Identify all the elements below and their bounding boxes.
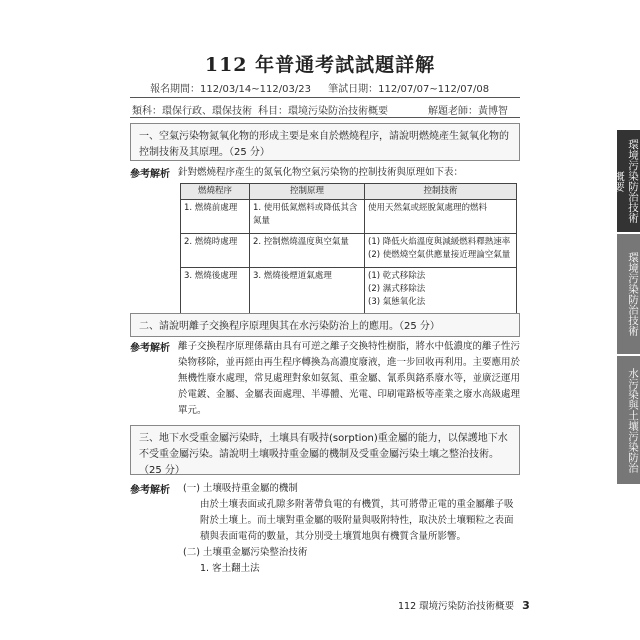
answer-2-label: 參考解析: [130, 343, 170, 354]
question-3-box: [130, 425, 520, 475]
meta-divider: [130, 117, 520, 118]
footer-text: 112 環境污染防治技術概要: [398, 601, 515, 612]
table-cell: (1) 乾式移除法 (2) 濕式移除法 (3) 氣態氧化法: [365, 268, 517, 316]
table-cell: 1. 燃燒前處理: [181, 200, 250, 234]
answer-3-section-2-item-1: 1. 客土翻土法: [200, 563, 260, 574]
table-header: 控制原理: [250, 184, 365, 200]
table-cell: 3. 燃燒後處理: [181, 268, 250, 316]
answer-1-label: 參考解析: [130, 169, 170, 180]
subject-label: 科目：環境污染防治技術概要: [258, 106, 388, 117]
side-tab-overview[interactable]: 環境污染防治技術概要: [617, 130, 640, 232]
registration-period: 報名期間：112/03/14~112/03/23: [150, 84, 311, 95]
page-title: 112 年普通考試試題詳解: [204, 54, 436, 76]
table-cell: 2. 燃燒時處理: [181, 234, 250, 268]
table-cell: 使用天然氣或經脫氮處理的燃料: [365, 200, 517, 234]
page-footer: [398, 598, 530, 612]
question-1-box: [130, 123, 520, 161]
table-header: 燃燒程序: [181, 184, 250, 200]
table-row: [181, 200, 517, 234]
exam-date: 筆試日期：112/07/07~112/07/08: [328, 84, 490, 95]
table-header-row: [181, 184, 517, 200]
side-tabs: [613, 130, 640, 486]
table-row: [181, 234, 517, 268]
answer-3-section-2-title: (二) 土壤重金屬污染整治技術: [183, 547, 308, 558]
exam-dates: [150, 80, 503, 95]
category-label: 類科：環保行政、環保技術: [132, 106, 252, 117]
table-header: 控制技術: [365, 184, 517, 200]
table-cell: 2. 控制燃燒溫度與空氣量: [250, 234, 365, 268]
header-divider: [130, 97, 520, 98]
question-2-box: [130, 313, 520, 337]
side-tab-water-soil[interactable]: 水污染與土壤污染防治: [617, 356, 640, 484]
teacher-label: 解題老師：黃博智: [428, 106, 508, 117]
answer-3-section-1-title: (一) 土壤吸持重金屬的機制: [183, 483, 298, 494]
question-1-text: 一、空氣污染物氮氧化物的形成主要是來自於燃燒程序，請說明燃燒產生氮氧化物的控制技術及其原理。（25 分）: [139, 131, 509, 158]
nox-control-table: [180, 183, 517, 316]
question-2-text: 二、請說明離子交換程序原理與其在水污染防治上的應用。（25 分）: [139, 321, 440, 332]
page-number: 3: [522, 599, 530, 612]
table-cell: 1. 使用低氮燃料或降低其含氮量: [250, 200, 365, 234]
table-cell: (1) 降低火焰溫度與減緩燃料釋熱速率 (2) 使燃燒空氣供應量接近理論空氣量: [365, 234, 517, 268]
side-tab-pollution-control[interactable]: 環境污染防治技術: [617, 234, 640, 354]
answer-3-section-1-body: 由於土壤表面或孔隙多附著帶負電的有機質，其可將帶正電的重金屬離子吸附於土壤上。而土壤對重金屬的吸附量與吸附特性，取決於土壤顆粒之表面積與表面電荷的數量，其分別受土壤質地與有機質含量所影響。: [200, 499, 514, 542]
table-cell: 3. 燃燒後煙道氣處理: [250, 268, 365, 316]
answer-1-intro: 針對燃燒程序產生的氮氧化物空氣污染物的控制技術與原理如下表：: [178, 167, 464, 178]
answer-2-text: 離子交換程序原理係藉由具有可逆之離子交換特性樹脂，將水中低濃度的離子性污染物移除，並再經由再生程序轉換為高濃度廢液，進一步回收再利用。主要應用於無機性廢水處理，常見處理對象如氨氮、重金屬、氰系與鉻系廢水等，並廣泛運用於電鍍、金屬、金屬表面處理、半導體、光電、印刷電路板等產業之廢水高級處理單元。: [178, 341, 521, 416]
question-3-text: 三、地下水受重金屬污染時，土壤具有吸持(sorption)重金屬的能力，以保護地下水不受重金屬污染。請說明土壤吸持重金屬的機制及受重金屬污染土壤之整治技術。（25 分）: [139, 433, 508, 476]
answer-3-label: 參考解析: [130, 485, 170, 496]
table-row: [181, 268, 517, 316]
